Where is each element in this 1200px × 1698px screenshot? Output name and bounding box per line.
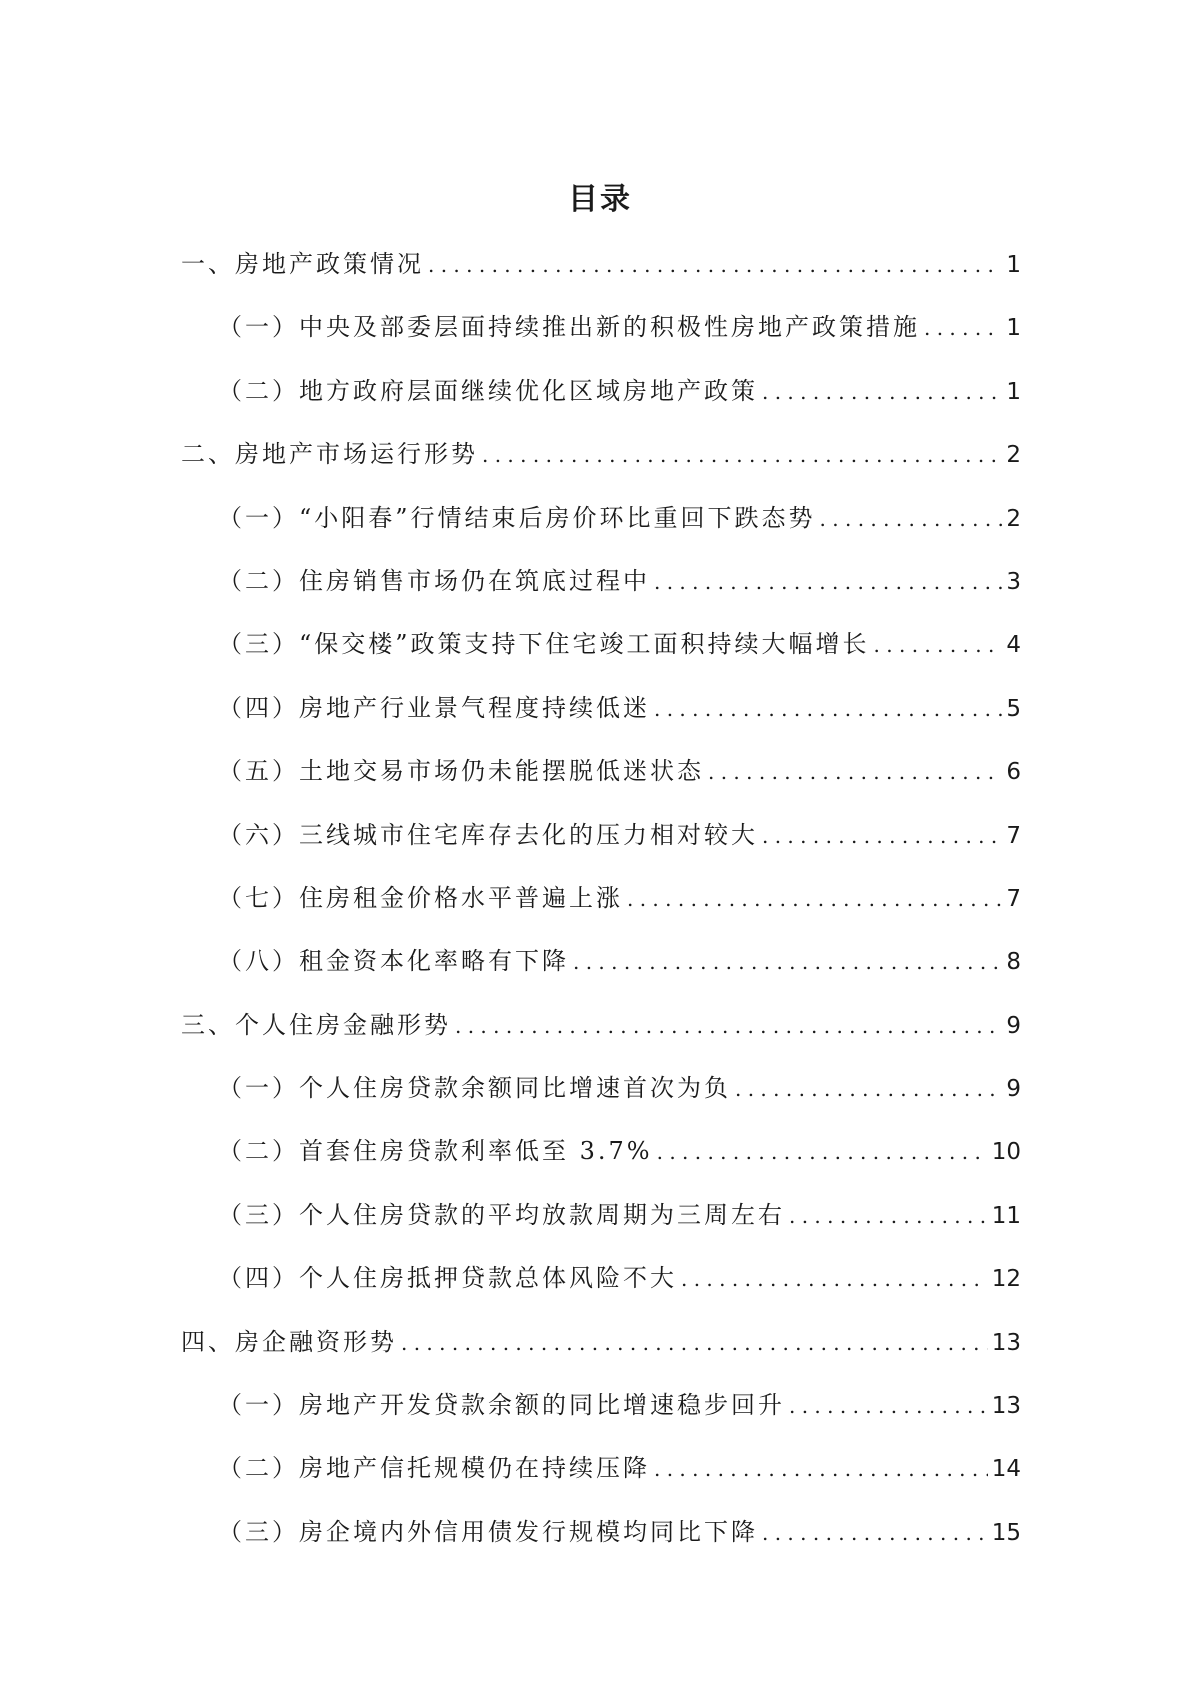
toc-entry-text: 四、房企融资形势 (181, 1327, 397, 1356)
toc-dot-leader (924, 306, 1002, 350)
toc-entry[interactable] (0, 1510, 1200, 1573)
toc-dot-leader (874, 623, 1003, 667)
toc-entry[interactable] (0, 1066, 1200, 1129)
toc-entry[interactable] (0, 1003, 1200, 1066)
toc-entry-text: （四）个人住房抵押贷款总体风险不大 (218, 1264, 677, 1293)
toc-page-number: 15 (991, 1519, 1021, 1546)
toc-entry[interactable] (0, 1383, 1200, 1446)
toc-entry[interactable] (0, 813, 1200, 876)
toc-entry-text: （二）地方政府层面继续优化区域房地产政策 (218, 376, 758, 405)
toc-entry[interactable] (0, 1129, 1200, 1192)
toc-entry-text: （三）“保交楼”政策支持下住宅竣工面积持续大幅增长 (218, 630, 870, 659)
toc-dot-leader (428, 243, 1002, 287)
toc-entry[interactable] (0, 305, 1200, 368)
toc-page-number: 13 (991, 1329, 1021, 1356)
toc-dot-leader (789, 1384, 988, 1428)
toc-entry[interactable] (0, 432, 1200, 495)
toc-entry-text: （五）土地交易市场仍未能摆脱低迷状态 (218, 757, 704, 786)
toc-entry[interactable] (0, 622, 1200, 685)
toc-dot-leader (654, 687, 1002, 731)
toc-page-number: 7 (1006, 885, 1021, 912)
toc-entry[interactable] (0, 242, 1200, 305)
toc-entry-text: （三）房企境内外信用债发行规模均同比下降 (218, 1517, 758, 1546)
toc-page-number: 4 (1006, 632, 1021, 659)
toc-page-number: 2 (1006, 442, 1021, 469)
toc-entry-text: （四）房地产行业景气程度持续低迷 (218, 693, 650, 722)
toc-dot-leader (762, 814, 1002, 858)
toc-page-number: 8 (1006, 949, 1021, 976)
toc-entry[interactable] (0, 939, 1200, 1002)
toc-page-number: 12 (991, 1266, 1021, 1293)
toc-entry[interactable] (0, 1446, 1200, 1509)
toc-entry-text: （八）租金资本化率略有下降 (218, 947, 569, 976)
toc-entry-text: （一）房地产开发贷款余额的同比增速稳步回升 (218, 1391, 785, 1420)
toc-entry-text: 一、房地产政策情况 (181, 250, 424, 278)
toc-entry-text: 二、房地产市场运行形势 (181, 440, 478, 469)
toc-page-number: 9 (1006, 1076, 1021, 1103)
toc-entry[interactable] (0, 686, 1200, 749)
toc-list (0, 242, 1200, 1573)
toc-dot-leader (627, 877, 1002, 921)
toc-page-number: 3 (1006, 568, 1021, 595)
toc-dot-leader (735, 1067, 1002, 1111)
toc-entry-text: （二）住房销售市场仍在筑底过程中 (218, 566, 650, 595)
toc-title: 目录 (568, 182, 632, 217)
toc-page-number: 9 (1006, 1012, 1021, 1039)
toc-entry-text: 三、个人住房金融形势 (181, 1010, 451, 1039)
toc-dot-leader (681, 1257, 988, 1301)
toc-entry-text: （一）中央及部委层面持续推出新的积极性房地产政策措施 (218, 313, 920, 342)
toc-page-number: 14 (991, 1456, 1021, 1483)
toc-dot-leader (708, 750, 1002, 794)
toc-entry[interactable] (0, 559, 1200, 622)
toc-dot-leader (573, 940, 1002, 984)
toc-entry[interactable] (0, 749, 1200, 812)
toc-dot-leader (455, 1004, 1002, 1048)
toc-entry[interactable] (0, 496, 1200, 559)
toc-entry-text: （七）住房租金价格水平普遍上涨 (218, 883, 623, 912)
toc-dot-leader (820, 497, 1003, 541)
toc-page-number: 6 (1006, 759, 1021, 786)
toc-entry[interactable] (0, 1256, 1200, 1319)
toc-entry[interactable] (0, 369, 1200, 432)
toc-entry-text: （六）三线城市住宅库存去化的压力相对较大 (218, 820, 758, 849)
toc-entry[interactable] (0, 876, 1200, 939)
toc-page-number: 1 (1006, 378, 1021, 405)
toc-page-number: 1 (1006, 252, 1021, 278)
toc-page-number: 7 (1006, 822, 1021, 849)
toc-page-number: 13 (991, 1393, 1021, 1420)
toc-page-number: 5 (1006, 695, 1021, 722)
toc-entry[interactable] (0, 1193, 1200, 1256)
toc-dot-leader (789, 1194, 988, 1238)
toc-page-number: 11 (991, 1202, 1021, 1229)
toc-dot-leader (401, 1321, 988, 1365)
toc-dot-leader (657, 1130, 988, 1174)
toc-dot-leader (762, 1511, 988, 1555)
toc-entry-text: （一）个人住房贷款余额同比增速首次为负 (218, 1074, 731, 1103)
toc-page-number: 2 (1006, 505, 1021, 532)
toc-entry-text: （二）房地产信托规模仍在持续压降 (218, 1454, 650, 1483)
toc-entry-text: （一）“小阳春”行情结束后房价环比重回下跌态势 (218, 503, 816, 532)
toc-dot-leader (654, 560, 1002, 604)
toc-entry-text: （三）个人住房贷款的平均放款周期为三周左右 (218, 1200, 785, 1229)
toc-page-number: 1 (1006, 315, 1021, 342)
toc-dot-leader (654, 1447, 988, 1491)
toc-page-number: 10 (991, 1139, 1021, 1166)
toc-dot-leader (482, 433, 1002, 477)
toc-entry[interactable] (0, 1320, 1200, 1383)
toc-dot-leader (762, 370, 1002, 414)
toc-entry-text: （二）首套住房贷款利率低至 3.7% (218, 1137, 653, 1166)
